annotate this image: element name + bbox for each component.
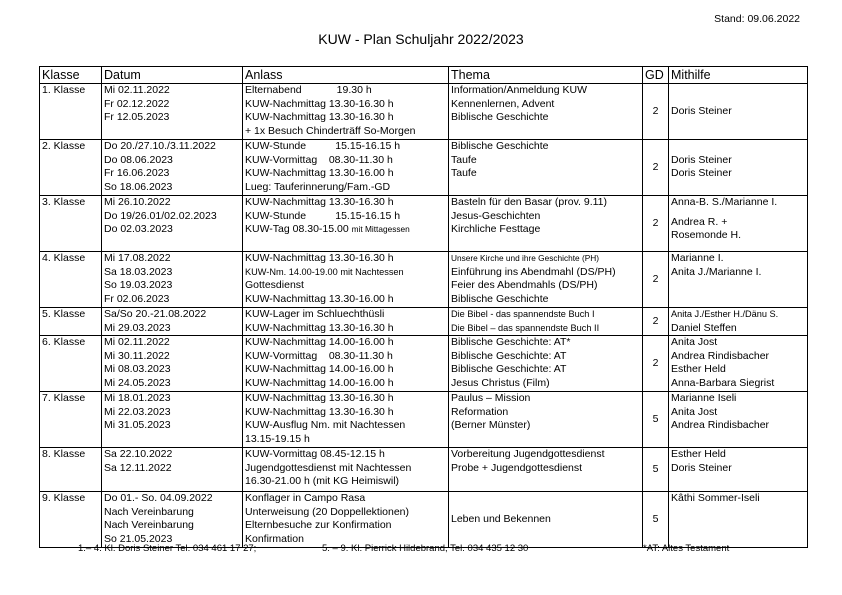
anlass-line: KUW-Nachmittag 13.30-16.30 h xyxy=(245,405,394,418)
cell-anlass xyxy=(243,196,449,252)
datum-line: Mi 29.03.2023 xyxy=(104,321,171,334)
header-gd: GD xyxy=(643,67,669,84)
datum-line: Fr 02.06.2023 xyxy=(104,292,170,305)
mithilfe-line: Anna-B. S./Marianne I. xyxy=(671,196,778,208)
cell-thema xyxy=(449,140,643,196)
cell-klasse: 1. Klasse xyxy=(40,84,102,140)
datum-line: Sa 12.11.2022 xyxy=(104,461,172,474)
thema-line: Unsere Kirche und ihre Geschichte (PH) xyxy=(451,253,600,263)
anlass-line: KUW-Nachmittag 14.00-16.00 h xyxy=(245,336,394,349)
thema-line: Basteln für den Basar (prov. 9.11) xyxy=(451,196,608,208)
cell-gd: 2 xyxy=(643,196,669,252)
mithilfe-line: Marianne Iseli xyxy=(671,392,737,405)
anlass-line: 13.15-19.15 h xyxy=(245,432,310,445)
mithilfe-line: Doris Steiner xyxy=(671,104,732,117)
anlass-line: KUW-Nachmittag 13.30-16.30 h xyxy=(245,97,394,110)
cell-gd: 5 xyxy=(643,492,669,548)
kuw-plan-table xyxy=(39,66,808,548)
datum-line: Do 19/26.01/02.02.2023 xyxy=(104,209,217,222)
thema-line: Die Bibel - das spannendste Buch I xyxy=(451,309,595,319)
anlass-line: KUW-Nachmittag 13.30-16.00 h xyxy=(245,167,394,180)
datum-line: Fr 16.06.2023 xyxy=(104,167,170,180)
cell-anlass xyxy=(243,308,449,336)
datum-line: Mi 24.05.2023 xyxy=(104,376,171,389)
anlass-line: Elternabend 19.30 h xyxy=(245,84,372,96)
cell-gd: 2 xyxy=(643,336,669,392)
mithilfe-line: Daniel Steffen xyxy=(671,321,737,334)
mithilfe-line: Rosemonde H. xyxy=(671,229,742,242)
cell-klasse: 3. Klasse xyxy=(40,196,102,252)
datum-line: Mi 31.05.2023 xyxy=(104,419,171,432)
cell-mithilfe xyxy=(669,448,808,492)
thema-line: Einführung ins Abendmahl (DS/PH) xyxy=(451,265,616,278)
cell-klasse: 4. Klasse xyxy=(40,252,102,308)
cell-thema xyxy=(449,308,643,336)
table-row xyxy=(40,308,808,336)
datum-line: Mi 02.11.2022 xyxy=(104,336,170,349)
cell-datum xyxy=(102,492,243,548)
anlass-line xyxy=(245,223,446,237)
thema-line: Information/Anmeldung KUW xyxy=(451,84,587,96)
cell-thema xyxy=(449,392,643,448)
cell-anlass xyxy=(243,392,449,448)
datum-line: Mi 02.11.2022 xyxy=(104,84,170,96)
anlass-line: KUW-Nachmittag 13.30-16.30 h xyxy=(245,252,394,264)
table-row xyxy=(40,392,808,448)
datum-line: So 18.06.2023 xyxy=(104,180,173,193)
datum-line: Mi 17.08.2022 xyxy=(104,252,171,264)
table-row xyxy=(40,196,808,252)
datum-line: Mi 30.11.2022 xyxy=(104,349,170,362)
mithilfe-line: Anita Jost xyxy=(671,405,718,418)
mithilfe-line: Esther Held xyxy=(671,363,726,376)
cell-thema xyxy=(449,84,643,140)
anlass-note: mit Mittagessen xyxy=(351,224,410,235)
cell-datum xyxy=(102,392,243,448)
cell-gd: 5 xyxy=(643,392,669,448)
footer-contact-5-9: 5. – 9. Kl. Pierrick Hildebrand, Tel. 034 435 12 30 xyxy=(322,543,529,554)
mithilfe-line: Anita J./Marianne I. xyxy=(671,265,762,278)
datum-line: So 19.03.2023 xyxy=(104,279,173,292)
table-row xyxy=(40,336,808,392)
thema-line: Biblische Geschichte xyxy=(451,292,549,305)
anlass-line: KUW-Nachmittag 14.00-16.00 h xyxy=(245,363,394,376)
datum-line: Do 01.- So. 04.09.2022 xyxy=(104,492,213,505)
cell-datum xyxy=(102,84,243,140)
thema-line: Die Bibel – das spannendste Buch II xyxy=(451,322,600,333)
thema-line: Jesus Christus (Film) xyxy=(451,376,550,389)
thema-line: Taufe xyxy=(451,153,477,166)
anlass-line: Konfirmation xyxy=(245,532,304,545)
datum-line: Mi 22.03.2023 xyxy=(104,405,171,418)
datum-line: Nach Vereinbarung xyxy=(104,519,194,532)
thema-line: (Berner Münster) xyxy=(451,419,531,432)
table-header-row xyxy=(40,67,808,84)
anlass-line: KUW-Stunde 15.15-16.15 h xyxy=(245,140,401,152)
anlass-line: Jugendgottesdienst mit Nachtessen xyxy=(245,461,412,474)
anlass-line: KUW-Vormittag 08.45-12.15 h xyxy=(245,448,385,461)
header-thema: Thema xyxy=(449,67,643,84)
anlass-line: + 1x Besuch Chinderträff So-Morgen xyxy=(245,124,416,137)
cell-klasse: 5. Klasse xyxy=(40,308,102,336)
anlass-line: KUW-Nachmittag 13.30-16.30 h xyxy=(245,111,394,124)
cell-gd: 2 xyxy=(643,84,669,140)
cell-klasse: 8. Klasse xyxy=(40,448,102,492)
cell-datum xyxy=(102,252,243,308)
anlass-line: KUW-Nachmittag 13.30-16.30 h xyxy=(245,321,394,334)
table-row xyxy=(40,448,808,492)
anlass-line: Gottesdienst xyxy=(245,279,304,292)
cell-klasse: 7. Klasse xyxy=(40,392,102,448)
cell-anlass xyxy=(243,336,449,392)
datum-line: Sa 22.10.2022 xyxy=(104,448,173,461)
cell-mithilfe xyxy=(669,336,808,392)
thema-line: Biblische Geschichte: AT* xyxy=(451,336,571,349)
header-klasse: Klasse xyxy=(40,67,102,84)
datum-line: Mi 08.03.2023 xyxy=(104,363,171,376)
mithilfe-line: Kâthi Sommer-Iseli xyxy=(671,492,760,505)
mithilfe-line: Andrea R. + xyxy=(671,215,728,228)
header-datum: Datum xyxy=(102,67,243,84)
cell-mithilfe xyxy=(669,308,808,336)
thema-line: Biblische Geschichte: AT xyxy=(451,349,567,362)
mithilfe-line: Doris Steiner xyxy=(671,153,732,166)
cell-mithilfe xyxy=(669,492,808,548)
cell-mithilfe xyxy=(669,84,808,140)
spacer xyxy=(671,140,805,154)
datum-line: Do 20./27.10./3.11.2022 xyxy=(104,140,216,152)
cell-datum xyxy=(102,140,243,196)
cell-anlass xyxy=(243,140,449,196)
anlass-text: KUW-Tag 08.30-15.00 xyxy=(245,223,349,236)
thema-line: Paulus – Mission xyxy=(451,392,531,405)
datum-line: Sa 18.03.2023 xyxy=(104,265,173,278)
mithilfe-line: Andrea Rindisbacher xyxy=(671,419,770,432)
cell-anlass xyxy=(243,84,449,140)
anlass-line: KUW-Ausflug Nm. mit Nachtessen xyxy=(245,419,406,432)
cell-klasse: 2. Klasse xyxy=(40,140,102,196)
anlass-line: KUW-Stunde 15.15-16.15 h xyxy=(245,209,401,222)
cell-anlass xyxy=(243,448,449,492)
mithilfe-line: Andrea Rindisbacher xyxy=(671,349,770,362)
cell-klasse: 9. Klasse xyxy=(40,492,102,548)
page-title: KUW - Plan Schuljahr 2022/2023 xyxy=(318,31,524,47)
anlass-line: Konflager in Campo Rasa xyxy=(245,492,366,505)
thema-line: Biblische Geschichte: AT xyxy=(451,363,567,376)
anlass-line: KUW-Nachmittag 14.00-16.00 h xyxy=(245,376,394,389)
anlass-line: KUW-Nm. 14.00-19.00 mit Nachtessen xyxy=(245,266,404,277)
datum-line: Mi 18.01.2023 xyxy=(104,392,171,405)
table-row xyxy=(40,84,808,140)
mithilfe-line: Esther Held xyxy=(671,448,726,461)
cell-thema xyxy=(449,252,643,308)
mithilfe-line: Anna-Barbara Siegrist xyxy=(671,376,775,389)
cell-thema xyxy=(449,448,643,492)
cell-gd: 2 xyxy=(643,140,669,196)
anlass-line: Lueg: Tauferinnerung/Fam.-GD xyxy=(245,180,391,193)
cell-thema xyxy=(449,196,643,252)
cell-gd: 5 xyxy=(643,448,669,492)
table-row xyxy=(40,252,808,308)
cell-datum xyxy=(102,336,243,392)
thema-line: Vorbereitung Jugendgottesdienst xyxy=(451,448,605,461)
header-mithilfe: Mithilfe xyxy=(669,67,808,84)
footer-contact-1-4: 1.– 4. Kl. Doris Steiner Tel. 034 461 17 27; xyxy=(78,543,257,554)
datum-line: Fr 02.12.2022 xyxy=(104,97,170,110)
anlass-line: KUW-Vormittag 08.30-11.30 h xyxy=(245,153,393,166)
thema-line: Taufe xyxy=(451,167,477,180)
mithilfe-line: Anita J./Esther H./Dänu S. xyxy=(671,309,779,319)
cell-mithilfe xyxy=(669,140,808,196)
cell-thema xyxy=(449,492,643,548)
datum-line: Sa/So 20.-21.08.2022 xyxy=(104,308,207,320)
anlass-line: Unterweisung (20 Doppellektionen) xyxy=(245,505,410,518)
stand-date: Stand: 09.06.2022 xyxy=(714,13,800,25)
datum-line: So 21.05.2023 xyxy=(104,532,173,545)
anlass-line: KUW-Vormittag 08.30-11.30 h xyxy=(245,349,393,362)
mithilfe-line: Marianne I. xyxy=(671,252,724,264)
datum-line: Fr 12.05.2023 xyxy=(104,111,170,124)
cell-anlass xyxy=(243,492,449,548)
mithilfe-line: Anita Jost xyxy=(671,336,718,349)
cell-mithilfe xyxy=(669,252,808,308)
thema-line: Leben und Bekennen xyxy=(451,512,551,525)
mithilfe-line: Doris Steiner xyxy=(671,167,732,180)
thema-line: Kirchliche Festtage xyxy=(451,223,541,236)
datum-line: Mi 26.10.2022 xyxy=(104,196,171,208)
datum-line: Do 02.03.2023 xyxy=(104,223,173,236)
cell-mithilfe xyxy=(669,196,808,252)
thema-line: Kennenlernen, Advent xyxy=(451,97,555,110)
thema-line: Feier des Abendmahls (DS/PH) xyxy=(451,279,598,292)
cell-datum xyxy=(102,196,243,252)
anlass-line: KUW-Nachmittag 13.30-16.30 h xyxy=(245,392,394,405)
thema-line: Biblische Geschichte xyxy=(451,140,549,152)
thema-line: Jesus-Geschichten xyxy=(451,209,541,222)
header-anlass: Anlass xyxy=(243,67,449,84)
cell-datum xyxy=(102,308,243,336)
cell-klasse: 6. Klasse xyxy=(40,336,102,392)
thema-line: Biblische Geschichte xyxy=(451,111,549,124)
anlass-line: KUW-Lager im Schluechthüsli xyxy=(245,308,385,320)
table-row xyxy=(40,140,808,196)
anlass-line: 16.30-21.00 h (mit KG Heimiswil) xyxy=(245,475,400,488)
cell-mithilfe xyxy=(669,392,808,448)
thema-line: Reformation xyxy=(451,405,509,418)
thema-line: Probe + Jugendgottesdienst xyxy=(451,461,583,474)
datum-line: Do 08.06.2023 xyxy=(104,153,173,166)
anlass-line: KUW-Nachmittag 13.30-16.30 h xyxy=(245,196,394,208)
cell-datum xyxy=(102,448,243,492)
cell-gd: 2 xyxy=(643,308,669,336)
datum-line: Nach Vereinbarung xyxy=(104,505,194,518)
anlass-line: Elternbesuche zur Konfirmation xyxy=(245,519,392,532)
table-row xyxy=(40,492,808,548)
footer-at-note: *AT: Altes Testament xyxy=(643,543,730,554)
cell-gd: 2 xyxy=(643,252,669,308)
anlass-line: KUW-Nachmittag 13.30-16.00 h xyxy=(245,292,394,305)
cell-thema xyxy=(449,336,643,392)
mithilfe-line: Doris Steiner xyxy=(671,461,732,474)
cell-anlass xyxy=(243,252,449,308)
